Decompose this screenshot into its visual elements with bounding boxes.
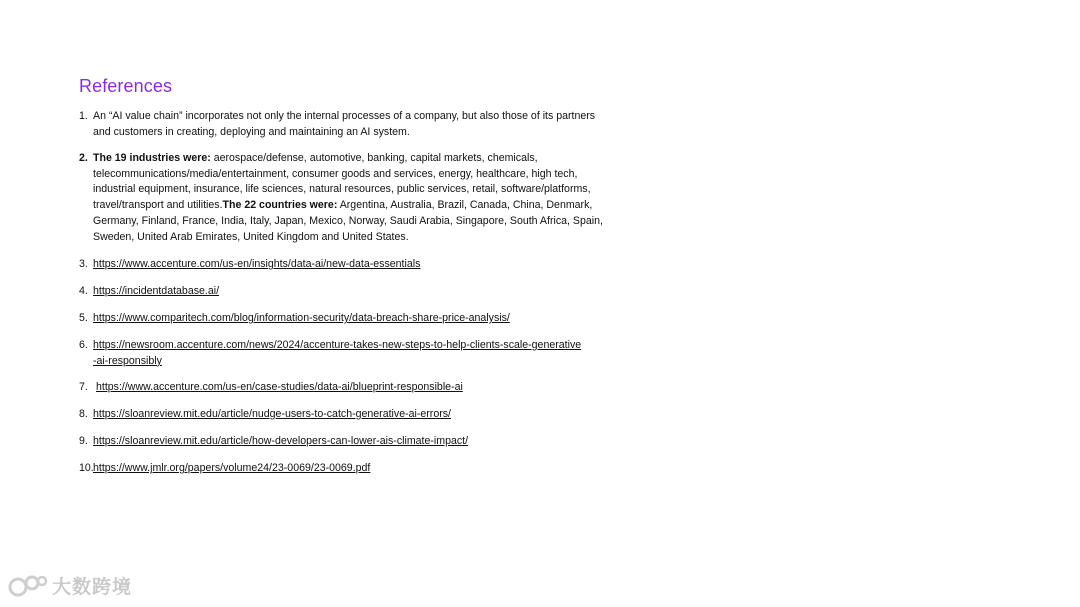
- reference-link[interactable]: https://www.comparitech.com/blog/information-security/data-breach-share-price-analysis/: [93, 312, 510, 324]
- reference-link[interactable]: https://sloanreview.mit.edu/article/how-developers-can-lower-ais-climate-impact/: [93, 435, 469, 447]
- reference-item-4: [79, 284, 613, 300]
- reference-bold-countries: The 22 countries were:: [222, 199, 338, 212]
- reference-number: 3.: [79, 258, 88, 270]
- reference-item-6: [79, 338, 583, 369]
- reference-item-10: [79, 461, 613, 477]
- reference-item-9: [79, 434, 613, 450]
- page-title: References: [79, 76, 173, 96]
- reference-number: 2.: [79, 152, 88, 164]
- reference-number: 9.: [79, 435, 88, 447]
- reference-item-8: [79, 407, 613, 423]
- reference-link[interactable]: https://newsroom.accenture.com/news/2024/accenture-takes-new-steps-to-help-clients-scale-generative-ai-responsibly: [93, 339, 582, 367]
- reference-item-1: [79, 109, 613, 140]
- reference-text: An “AI value chain” incorporates not only the internal processes of a company, but also those of its partners and customers in creating, deploying and maintaining an AI system.: [93, 110, 596, 138]
- reference-number: 5.: [79, 312, 88, 324]
- reference-number: 7.: [79, 381, 88, 393]
- watermark-logo-icon: [8, 573, 48, 599]
- reference-link[interactable]: https://www.jmlr.org/papers/volume24/23-0069/23-0069.pdf: [93, 462, 371, 474]
- reference-bold-industries: The 19 industries were:: [93, 152, 211, 164]
- reference-item-5: [79, 311, 613, 327]
- reference-number: 4.: [79, 285, 88, 297]
- watermark-text: 大数跨境: [52, 577, 133, 598]
- reference-text-countries: Argentina, Australia, Brazil, Canada, China, Denmark, Germany, Finland, France, India, Italy, Japan, Mexico, Norway, Saudi Arabia, Singapore, South Africa, Spain, Sweden, United Arab Emirates, United Kingdom and United States.: [93, 199, 603, 243]
- reference-number: 1.: [79, 110, 88, 122]
- watermark: [8, 572, 132, 599]
- reference-number: 6.: [79, 339, 88, 351]
- reference-number: 10.: [79, 462, 94, 474]
- reference-link[interactable]: https://www.accenture.com/us-en/case-studies/data-ai/blueprint-responsible-ai: [96, 381, 463, 393]
- reference-item-7: [79, 380, 613, 396]
- reference-text-industries: aerospace/defense, automotive, banking, capital markets, chemicals, telecommunications/media/entertainment, consumer goods and services, energy, healthcare, high tech, industrial equipment, insurance, life sciences, natural resources, public services, retail, software/platforms, travel/transport and utilities.: [93, 152, 591, 212]
- reference-number: 8.: [79, 408, 88, 420]
- reference-item-3: [79, 257, 613, 273]
- reference-link[interactable]: https://sloanreview.mit.edu/article/nudge-users-to-catch-generative-ai-errors/: [93, 408, 451, 420]
- reference-link[interactable]: https://incidentdatabase.ai/: [93, 285, 220, 297]
- reference-item-2: [79, 151, 613, 245]
- reference-link[interactable]: https://www.accenture.com/us-en/insights/data-ai/new-data-essentials: [93, 258, 421, 270]
